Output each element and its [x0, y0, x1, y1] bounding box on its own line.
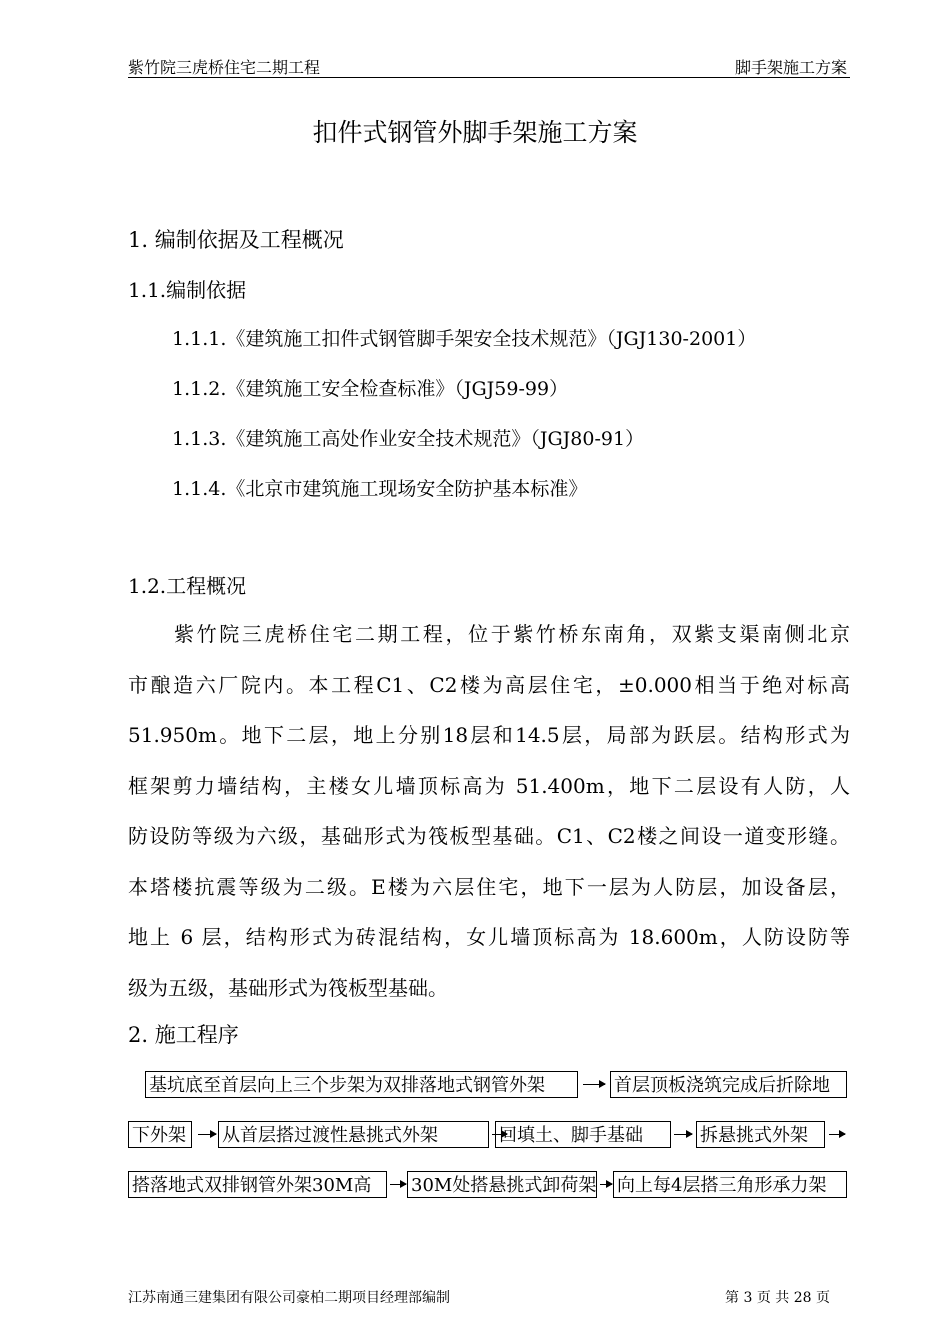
section-1-heading: 1. 编制依据及工程概况	[128, 228, 344, 252]
header-project-name: 紫竹院三虎桥住宅二期工程	[128, 58, 321, 77]
paragraph-line: 地上 6 层，结构形式为砖混结构，女儿墙顶标高为 18.600m，人防设防等	[128, 925, 850, 949]
reference-item: 1.1.2.《建筑施工安全检查标准》（JGJ59-99）	[172, 378, 569, 400]
reference-item: 1.1.3.《建筑施工高处作业安全技术规范》（JGJ80-91）	[172, 428, 645, 450]
flow-arrow	[390, 1184, 406, 1185]
flow-arrow	[198, 1134, 216, 1135]
flow-step: 从首层搭过渡性悬挑式外架	[218, 1121, 489, 1148]
reference-item: 1.1.1.《建筑施工扣件式钢管脚手架安全技术规范》（JGJ130-2001）	[172, 328, 757, 350]
flow-arrow	[600, 1184, 612, 1185]
flow-arrow	[583, 1084, 605, 1085]
paragraph-line: 级为五级，基础形式为筏板型基础。	[128, 975, 448, 1000]
paragraph-line: 51.950m。地下二层，地上分别18层和14.5层，局部为跃层。结构形式为	[128, 723, 850, 747]
overview-paragraph	[128, 609, 850, 1013]
reference-item: 1.1.4.《北京市建筑施工现场安全防护基本标准》	[172, 478, 588, 500]
section-1-2-heading: 1.2.工程概况	[128, 574, 247, 598]
header-doc-name: 脚手架施工方案	[734, 58, 847, 77]
flow-step: 基坑底至首层向上三个步架为双排落地式钢管外架	[145, 1071, 578, 1098]
footer-organization: 江苏南通三建集团有限公司豪柏二期项目经理部编制	[128, 1290, 450, 1306]
paragraph-line: 本塔楼抗震等级为二级。E楼为六层住宅，地下一层为人防层，加设备层，	[128, 874, 850, 899]
flow-step: 搭落地式双排钢管外架30M高	[128, 1171, 387, 1198]
flow-step: 30M处搭悬挑式卸荷架	[407, 1171, 597, 1198]
flow-step: 首层顶板浇筑完成后折除地	[610, 1071, 847, 1098]
page-number: 第 3 页 共 28 页	[725, 1290, 830, 1306]
paragraph-line: 市酿造六厂院内。本工程C1、C2楼为高层住宅，±0.000相当于绝对标高	[128, 672, 850, 697]
section-1-1-heading: 1.1.编制依据	[128, 278, 247, 302]
flow-arrow	[674, 1134, 692, 1135]
paragraph-line: 紫竹院三虎桥住宅二期工程，位于紫竹桥东南角，双紫支渠南侧北京	[174, 622, 850, 646]
flow-step: 向上每4层搭三角形承力架	[613, 1171, 847, 1198]
header-rule	[128, 77, 850, 78]
section-2-heading: 2. 施工程序	[128, 1023, 239, 1047]
flow-arrow	[829, 1134, 845, 1135]
flow-step: 下外架	[128, 1121, 192, 1148]
paragraph-line: 框架剪力墙结构，主楼女儿墙顶标高为 51.400m，地下二层设有人防，人	[128, 773, 850, 798]
document-title: 扣件式钢管外脚手架施工方案	[312, 118, 638, 147]
flow-step: 回填土、脚手基础	[495, 1121, 671, 1148]
flow-step: 拆悬挑式外架	[696, 1121, 825, 1148]
paragraph-line: 防设防等级为六级，基础形式为筏板型基础。C1、C2楼之间设一道变形缝。	[128, 824, 850, 848]
